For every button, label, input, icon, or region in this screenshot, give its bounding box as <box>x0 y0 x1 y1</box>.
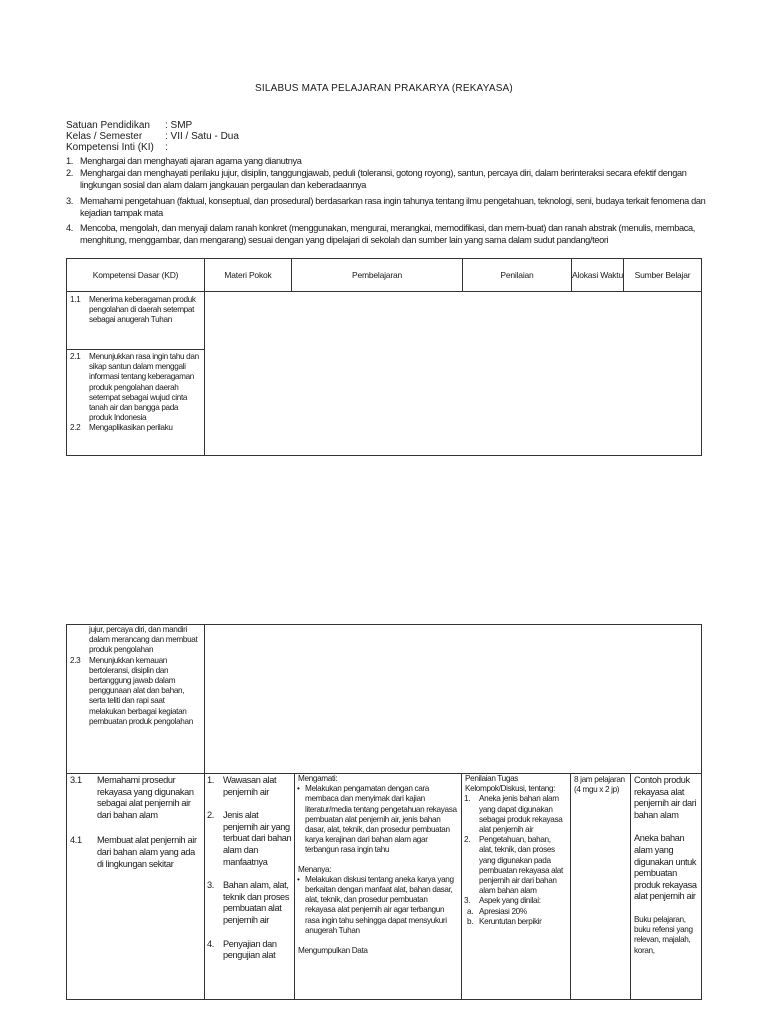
kd-number: 1.1 <box>70 295 81 304</box>
info-label: Kelas / Semester <box>66 131 143 142</box>
info-row-satuan <box>66 120 192 131</box>
sumber-item-1: Contoh produk rekayasa alat penjernih air dari bahan alam <box>634 775 697 820</box>
kd-number: 3.1 <box>70 775 82 785</box>
menanya-item: • Melakukan diskusi tentang aneka karya yang berkaitan dengan manfaat alat, bahan dasar, alat, teknik, dan prosedur pembuatan rekayasa alat penjernih air agar terbangun rasa ingin tahu sehingga dapat mensyukuri anugerah Tuhan <box>295 875 458 936</box>
table-header-row <box>67 259 702 292</box>
mengamati-item: • Melakukan pengamatan dengan cara membaca dan menyimak dari kajian literatur/media tentang pengetahuan rekayasa pembuatan alat penjernih air, jenis bahan dasar, alat, teknik, dan prosedur pembuatan karya kerajinan dari bahan alam agar terbangun rasa ingin tahu <box>295 784 458 855</box>
ki-text: Memahami pengetahuan (faktual, konseptual, dan prosedural) berdasarkan rasa ingin tahunya tentang ilmu pengetahuan, teknologi, seni, budaya terkait fenomena dan kejadian tampak mata <box>80 196 706 218</box>
info-value: : <box>165 142 168 153</box>
syllabus-table-page1 <box>66 258 702 456</box>
materi-item <box>205 880 294 926</box>
kd-continuation: jujur, percaya diri, dan mandiri dalam merancang dan membuat produk pengolahan <box>89 625 198 655</box>
kd-number: 2.3 <box>70 655 81 665</box>
info-label: Kompetensi Inti (KI) <box>66 142 154 153</box>
empty-cell <box>205 292 702 456</box>
ki-text: Menghargai dan menghayati ajaran agama yang dianutnya <box>80 156 302 166</box>
kd-number: 2.2 <box>70 423 81 433</box>
header-sumber: Sumber Belajar <box>624 259 702 292</box>
penilaian-number: 3. <box>464 896 471 906</box>
ki-item-1 <box>66 155 706 167</box>
materi-cell <box>205 774 295 1000</box>
penilaian-subnumber: a. <box>467 906 474 916</box>
penilaian-item <box>462 835 566 896</box>
penilaian-text: Aneka jenis bahan alam yang dapat digunakan sebagai produk rekayasa alat penjernih air <box>479 794 563 835</box>
pembelajaran-cell <box>295 774 462 1000</box>
penilaian-intro: Penilaian Tugas Kelompok/Diskusi, tentang: <box>465 774 556 794</box>
ki-text: Menghargai dan menghayati perilaku jujur, disiplin, tanggungjawab, peduli (toleransi, gotong royong), santun, percaya diri, dalam berinteraksi secara efektif dengan lingkungan sosial dan alam dalam jangkauan pergaulan dan keberadaannya <box>80 168 687 190</box>
kd-item-1-1 <box>67 295 200 326</box>
kd-cell <box>67 774 205 1000</box>
ki-text: Mencoba, mengolah, dan menyaji dalam ranah konkret (menggunakan, mengurai, merangkai, memodifikasi, dan mem-buat) dan ranah abstrak (menulis, membaca, menghitung, menggambar, dan mengarang) sesuai dengan yang dipelajari di sekolah dan sumber lain yang sama dalam sudut pandang/teori <box>80 223 695 245</box>
materi-number: 3. <box>207 880 214 891</box>
kd-text: Memahami prosedur rekayasa yang digunakan sebagai alat penjernih air dari bahan alam <box>97 775 194 820</box>
header-materi: Materi Pokok <box>205 259 292 292</box>
table-row <box>67 774 702 1000</box>
penilaian-item <box>462 794 566 835</box>
table-row <box>67 625 702 774</box>
penilaian-item <box>462 896 566 906</box>
penilaian-list <box>462 794 566 906</box>
materi-text: Wawasan alat penjernih air <box>223 775 277 797</box>
ki-item-2 <box>66 167 706 191</box>
sumber-cell <box>631 774 702 1000</box>
materi-text: Penyajian dan pengujian alat <box>223 938 277 961</box>
kd-number: 4.1 <box>70 835 82 846</box>
info-row-kelas <box>66 131 239 142</box>
materi-text: Bahan alam, alat, teknik dan proses pembuatan alat penjernih air <box>223 880 290 925</box>
mengamati-title: Mengamati: <box>298 774 338 783</box>
empty-cell <box>205 625 702 774</box>
ki-item-3 <box>66 195 706 219</box>
penilaian-subitem <box>465 917 566 927</box>
mengumpulkan-title: Mengumpulkan Data <box>298 946 368 956</box>
alokasi-cell <box>571 774 631 1000</box>
kd-cell <box>67 625 205 774</box>
document-title: SILABUS MATA PELAJARAN PRAKARYA (REKAYASA) <box>255 83 513 94</box>
materi-list <box>205 775 294 962</box>
info-value: : SMP <box>165 120 193 131</box>
penilaian-subitem <box>465 907 566 917</box>
penilaian-subtext: Apresiasi 20% <box>479 906 527 916</box>
kd-cell <box>67 350 205 456</box>
info-label: Satuan Pendidikan <box>66 120 150 131</box>
info-value: : VII / Satu - Dua <box>165 131 239 142</box>
kd-item-2-3 <box>67 656 200 727</box>
materi-number: 1. <box>207 775 214 785</box>
materi-number: 4. <box>207 938 214 949</box>
header-kd: Kompetensi Dasar (KD) <box>67 259 205 292</box>
kd-item-2-1 <box>67 352 200 423</box>
penilaian-subnumber: b. <box>467 916 474 926</box>
penilaian-number: 1. <box>464 794 471 804</box>
ki-number: 1. <box>66 156 73 166</box>
header-alokasi: Alokasi Waktu <box>572 259 624 292</box>
materi-item <box>205 939 294 962</box>
materi-item <box>205 810 294 868</box>
penilaian-text: Pengetahuan, bahan, alat, teknik, dan proses yang digunakan pada pembuatan rekayasa alat penjernih air dari bahan alam bahan alam <box>479 835 563 896</box>
kd-text: Menunjukkan rasa ingin tahu dan sikap santun dalam menggali informasi tentang keberagaman produk pengolahan daerah setempat sebagai wujud cinta tanah air dan bangga pada produk Indonesia <box>89 352 199 423</box>
alokasi-text: 8 jam pelajaran (4 mgu x 2 jp) <box>574 775 625 795</box>
penilaian-cell <box>462 774 571 1000</box>
ki-number: 3. <box>66 196 73 206</box>
penilaian-text: Aspek yang dinilai: <box>479 896 541 906</box>
mengamati-list <box>295 784 458 855</box>
kd-number: 2.1 <box>70 352 81 361</box>
ki-number: 2. <box>66 168 73 178</box>
menanya-list <box>295 875 458 936</box>
kd-cell <box>67 292 205 350</box>
kd-text: Mengaplikasikan perilaku <box>89 423 173 433</box>
ki-item-4 <box>66 222 706 246</box>
kd-text: Membuat alat penjernih air dari bahan alam yang ada di lingkungan sekitar <box>97 835 197 869</box>
sumber-item-3: Buku pelajaran, buku refensi yang relevan, majalah, koran, <box>634 914 693 955</box>
table-row <box>67 292 702 350</box>
kd-item-3-1 <box>67 775 200 821</box>
kd-item-2-2 <box>67 423 200 433</box>
menanya-title: Menanya: <box>298 864 332 874</box>
header-pembelajaran: Pembelajaran <box>292 259 463 292</box>
kd-text: Menerima keberagaman produk pengolahan di daerah setempat sebagai anugerah Tuhan <box>89 295 196 325</box>
ki-number: 4. <box>66 223 73 233</box>
header-penilaian: Penilaian <box>463 259 572 292</box>
materi-number: 2. <box>207 810 214 821</box>
penilaian-subtext: Keruntutan berpikir <box>479 916 542 926</box>
penilaian-sublist <box>465 907 566 927</box>
materi-item <box>205 775 294 798</box>
kd-text: Menunjukkan kemauan bertoleransi, disiplin dan bertanggung jawab dalam penggunaan alat dan bahan, serta teliti dan rapi saat melakukan berbagai kegiatan pembuatan produk pengolahan <box>89 655 193 726</box>
syllabus-table-page2 <box>66 624 702 1000</box>
kd-item-4-1 <box>67 835 200 870</box>
materi-text: Jenis alat penjernih air yang terbuat dari bahan alam dan manfaatnya <box>223 810 292 867</box>
info-row-ki <box>66 142 168 153</box>
penilaian-number: 2. <box>464 835 471 845</box>
sumber-item-2: Aneka bahan alam yang digunakan untuk pembuatan produk rekayasa alat penjernih air <box>634 833 697 902</box>
